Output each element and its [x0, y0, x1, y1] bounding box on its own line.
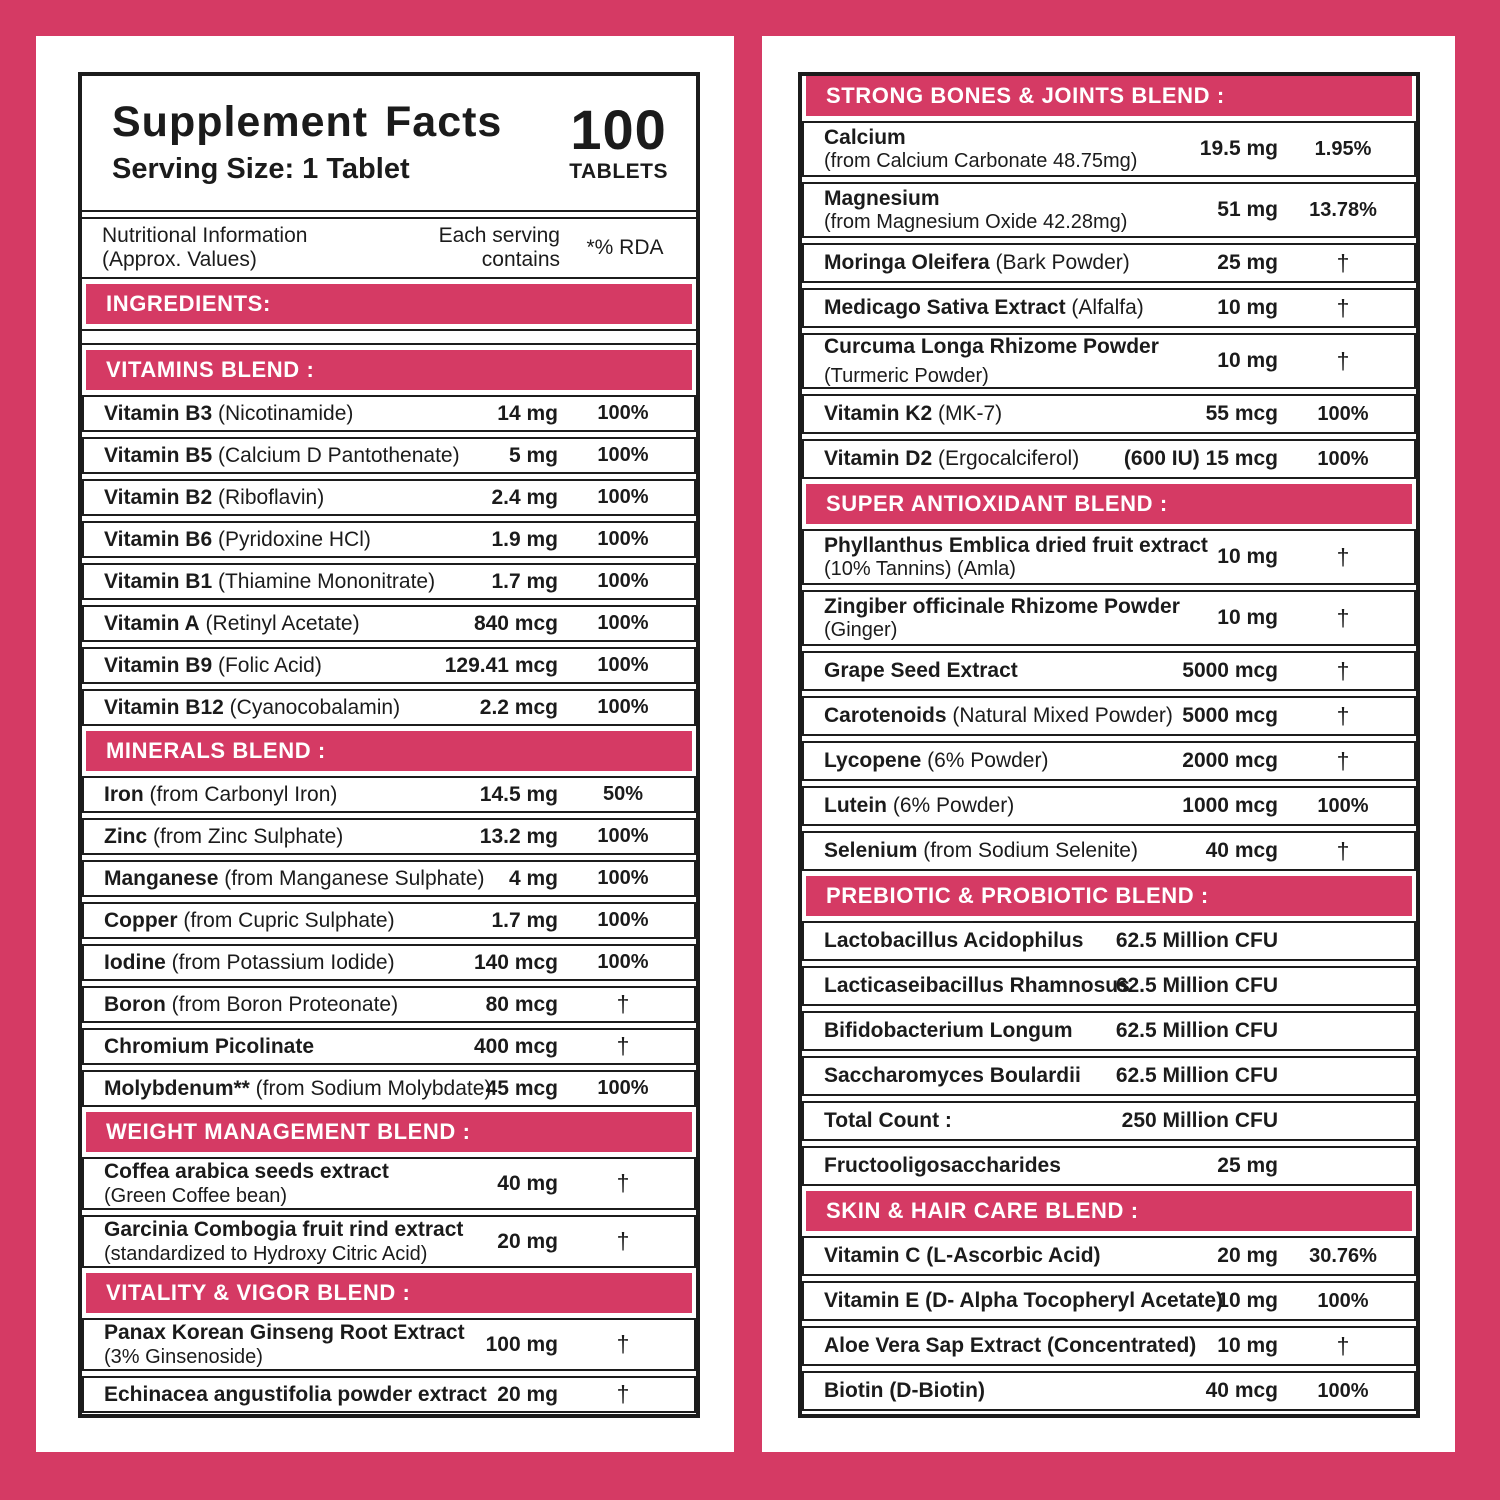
ingredient-row	[802, 288, 1416, 328]
ingredient-row	[82, 776, 696, 813]
section-header-bar	[86, 1273, 692, 1313]
ingredient-row	[82, 1070, 696, 1107]
ingredient-amount: 140 mcg	[473, 950, 558, 974]
ingredient-name: Vitamin B1 (Thiamine Mononitrate)	[104, 569, 436, 593]
ingredient-name: Lacticaseibacillus Rhamnosus	[824, 974, 1130, 998]
ingredient-amount: 20 mg	[497, 1382, 558, 1406]
serving-size: Serving Size: 1 Tablet	[112, 153, 410, 186]
supplement-facts-table	[78, 72, 700, 1418]
ingredient-row	[82, 902, 696, 939]
ingredient-row	[82, 437, 696, 474]
ingredient-name: Total Count :	[824, 1109, 952, 1133]
ingredient-name: Medicago Sativa Extract (Alfalfa)	[824, 296, 1144, 320]
ingredient-row	[82, 563, 696, 600]
ingredient-amount: 10 mg	[1217, 1289, 1278, 1312]
ingredient-row	[82, 1318, 696, 1371]
section-header-bar	[806, 76, 1412, 116]
section-header-bar	[806, 1191, 1412, 1231]
ingredient-row	[82, 860, 696, 897]
ingredient-row	[802, 1011, 1416, 1051]
ingredient-row	[82, 521, 696, 558]
ingredient-rda: 100%	[597, 909, 649, 931]
ingredient-row	[82, 1376, 696, 1413]
ingredient-amount: 1.7 mg	[491, 569, 558, 593]
ingredient-amount: (600 IU) 15 mcg	[1123, 447, 1278, 470]
ingredient-name: Biotin (D-Biotin)	[824, 1379, 985, 1403]
ingredient-name: Echinacea angustifolia powder extract	[104, 1382, 487, 1406]
section-header-label: STRONG BONES & JOINTS BLEND :	[826, 83, 1225, 108]
ingredient-amount: 1.9 mg	[491, 527, 558, 551]
title-box	[82, 76, 696, 212]
ingredient-amount: 1000 mcg	[1182, 794, 1278, 817]
ingredient-row	[82, 1157, 696, 1210]
ingredient-amount: 62.5 Million CFU	[1115, 929, 1278, 952]
ingredient-rda: †	[616, 1033, 630, 1059]
ingredient-name: Magnesium (from Magnesium Oxide 42.28mg)	[824, 186, 1128, 234]
ingredient-name: Iron (from Carbonyl Iron)	[104, 782, 338, 806]
tablet-count-box	[569, 98, 668, 184]
ingredient-row	[82, 986, 696, 1023]
column-header-rda: *% RDA	[586, 235, 664, 259]
ingredient-name: Curcuma Longa Rhizome Powder (Turmeric Powder)	[824, 335, 1159, 387]
ingredient-name: Copper (from Cupric Sulphate)	[104, 908, 395, 932]
ingredient-name: Vitamin B6 (Pyridoxine HCl)	[104, 527, 371, 551]
section-header-label: MINERALS BLEND :	[106, 738, 326, 763]
ingredient-rda: 50%	[602, 783, 644, 805]
ingredient-rda: †	[1336, 249, 1350, 276]
ingredient-name: Lactobacillus Acidophilus	[824, 929, 1084, 953]
ingredient-name: Manganese (from Manganese Sulphate)	[104, 866, 485, 890]
ingredient-row	[802, 529, 1416, 585]
ingredient-amount: 55 mcg	[1205, 402, 1278, 425]
ingredient-row	[82, 479, 696, 516]
ingredient-rda: 100%	[597, 867, 649, 889]
ingredient-row	[802, 741, 1416, 781]
ingredient-amount: 14 mg	[497, 401, 558, 425]
section-header-label: SKIN & HAIR CARE BLEND :	[826, 1198, 1139, 1223]
ingredient-rda: †	[1336, 702, 1350, 729]
ingredient-amount: 10 mg	[1217, 296, 1278, 319]
right-panel	[762, 36, 1455, 1452]
ingredient-name: Boron (from Boron Proteonate)	[104, 992, 399, 1016]
ingredient-amount: 2.2 mcg	[479, 695, 558, 719]
ingredient-name: Coffea arabica seeds extract (Green Coffee bean)	[104, 1160, 389, 1207]
ingredient-amount: 51 mg	[1217, 198, 1278, 221]
ingredient-amount: 45 mcg	[485, 1076, 558, 1100]
ingredient-name: Bifidobacterium Longum	[824, 1019, 1073, 1043]
section-header-label: PREBIOTIC & PROBIOTIC BLEND :	[826, 883, 1209, 908]
ingredient-rda: †	[1336, 347, 1350, 374]
section-header-bar	[806, 876, 1412, 916]
ingredient-row	[802, 1236, 1416, 1276]
ingredient-row	[802, 966, 1416, 1006]
ingredient-amount: 40 mcg	[1205, 839, 1278, 862]
ingredient-row	[802, 1146, 1416, 1186]
column-header-amount: Each serving contains	[438, 223, 560, 271]
ingredient-rda: 100%	[597, 486, 649, 508]
ingredient-rda: 100%	[1317, 1289, 1369, 1312]
ingredient-name: Vitamin C (L-Ascorbic Acid)	[824, 1244, 1101, 1268]
ingredient-row	[802, 786, 1416, 826]
section-header-bar	[806, 484, 1412, 524]
ingredient-amount: 5 mg	[508, 443, 558, 467]
ingredient-amount: 840 mcg	[473, 611, 558, 635]
ingredient-name: Zinc (from Zinc Sulphate)	[104, 824, 344, 848]
ingredient-rda: 100%	[1317, 402, 1369, 425]
ingredient-amount: 20 mg	[497, 1229, 558, 1253]
ingredient-name: Vitamin B9 (Folic Acid)	[104, 653, 322, 677]
ingredient-row	[82, 818, 696, 855]
ingredient-name: Grape Seed Extract	[824, 659, 1018, 683]
ingredient-row	[82, 1215, 696, 1268]
ingredient-name: Lycopene (6% Powder)	[824, 749, 1049, 773]
ingredient-rda: 100%	[597, 825, 649, 847]
ingredient-amount: 14.5 mg	[479, 782, 558, 806]
ingredient-amount: 2.4 mg	[491, 485, 558, 509]
ingredient-rda: 30.76%	[1309, 1244, 1377, 1267]
section-header-label: VITAMINS BLEND :	[106, 357, 315, 382]
ingredient-name: Chromium Picolinate	[104, 1034, 315, 1058]
ingredient-row	[802, 651, 1416, 691]
ingredient-rda: †	[1336, 837, 1350, 864]
ingredient-name: Vitamin B2 (Riboflavin)	[104, 485, 325, 509]
ingredient-row	[802, 590, 1416, 646]
ingredient-name: Aloe Vera Sap Extract (Concentrated)	[824, 1334, 1197, 1358]
ingredient-rda: †	[1336, 604, 1350, 631]
ingredient-amount: 62.5 Million CFU	[1115, 974, 1278, 997]
ingredient-rda: †	[1336, 657, 1350, 684]
ingredient-row	[802, 696, 1416, 736]
ingredient-rda: †	[1336, 1332, 1350, 1359]
ingredient-rda: 100%	[1317, 1379, 1369, 1402]
ingredient-name: Panax Korean Ginseng Root Extract (3% Ginsenoside)	[104, 1321, 465, 1368]
ingredient-amount: 400 mcg	[473, 1034, 558, 1058]
ingredient-name: Iodine (from Potassium Iodide)	[104, 950, 395, 974]
ingredient-amount: 2000 mcg	[1182, 749, 1278, 772]
ingredient-amount: 40 mcg	[1205, 1379, 1278, 1402]
ingredient-row	[802, 1326, 1416, 1366]
ingredient-rda: †	[1336, 747, 1350, 774]
empty-band	[82, 329, 696, 345]
ingredient-row	[802, 121, 1416, 177]
title-group	[112, 100, 502, 186]
ingredient-row	[802, 1056, 1416, 1096]
ingredient-row	[802, 1371, 1416, 1411]
ingredient-row	[802, 439, 1416, 479]
ingredient-amount: 5000 mcg	[1182, 704, 1278, 727]
ingredient-amount: 5000 mcg	[1182, 659, 1278, 682]
ingredient-rda: 1.95%	[1314, 137, 1372, 160]
ingredient-name: Moringa Oleifera (Bark Powder)	[824, 251, 1130, 275]
ingredient-name: Vitamin B12 (Cyanocobalamin)	[104, 695, 401, 719]
section-header-label: VITALITY & VIGOR BLEND :	[106, 1280, 411, 1305]
ingredient-row	[82, 395, 696, 432]
ingredient-name: Selenium (from Sodium Selenite)	[824, 839, 1138, 863]
ingredient-row	[82, 605, 696, 642]
ingredient-rda: 100%	[597, 402, 649, 424]
blends-table	[798, 72, 1420, 1418]
ingredient-rda: 100%	[597, 612, 649, 634]
ingredient-name: Vitamin D2 (Ergocalciferol)	[824, 447, 1080, 471]
column-header-name: Nutritional Information (Approx. Values)	[102, 223, 308, 271]
ingredient-name: Fructooligosaccharides	[824, 1154, 1061, 1178]
ingredient-name: Phyllanthus Emblica dried fruit extract (10% Tannins) (Amla)	[824, 533, 1208, 581]
ingredient-name: Molybdenum** (from Sodium Molybdate)	[104, 1076, 492, 1100]
ingredient-name: Vitamin B5 (Calcium D Pantothenate)	[104, 443, 460, 467]
ingredient-amount: 10 mg	[1217, 1334, 1278, 1357]
ingredient-name: Vitamin B3 (Nicotinamide)	[104, 401, 354, 425]
ingredient-row	[802, 921, 1416, 961]
ingredient-row	[802, 333, 1416, 389]
ingredient-amount: 13.2 mg	[479, 824, 558, 848]
ingredient-name: Zingiber officinale Rhizome Powder (Ginger)	[824, 594, 1180, 642]
tablet-count-unit: TABLETS	[569, 160, 668, 183]
ingredient-rda: 100%	[597, 654, 649, 676]
ingredient-name: Carotenoids (Natural Mixed Powder)	[824, 704, 1173, 728]
ingredient-row	[82, 944, 696, 981]
ingredient-amount: 129.41 mcg	[444, 653, 558, 677]
ingredient-name: Vitamin K2 (MK-7)	[824, 402, 1003, 426]
ingredient-rda: †	[616, 991, 630, 1017]
left-panel	[36, 36, 734, 1452]
ingredient-row	[802, 182, 1416, 238]
ingredient-row	[802, 394, 1416, 434]
ingredient-name: Vitamin A (Retinyl Acetate)	[104, 611, 360, 635]
ingredient-name: Garcinia Combogia fruit rind extract (standardized to Hydroxy Citric Acid)	[104, 1218, 464, 1265]
ingredient-rda: 100%	[597, 951, 649, 973]
ingredient-row	[802, 1101, 1416, 1141]
column-header-row	[82, 217, 696, 279]
ingredient-amount: 25 mg	[1217, 1154, 1278, 1177]
ingredient-amount: 80 mcg	[485, 992, 558, 1016]
section-header-label: WEIGHT MANAGEMENT BLEND :	[106, 1119, 471, 1144]
ingredient-name: Saccharomyces Boulardii	[824, 1064, 1081, 1088]
ingredient-row	[82, 1028, 696, 1065]
ingredient-amount: 40 mg	[497, 1171, 558, 1195]
ingredient-rda: 100%	[597, 570, 649, 592]
ingredient-name: Lutein (6% Powder)	[824, 794, 1015, 818]
ingredient-rda: 100%	[597, 1077, 649, 1099]
ingredient-row	[802, 243, 1416, 283]
tablet-count: 100	[570, 98, 667, 161]
ingredient-rda: †	[1336, 543, 1350, 570]
ingredient-amount: 10 mg	[1217, 545, 1278, 568]
ingredient-name: Vitamin E (D- Alpha Tocopheryl Acetate)	[824, 1289, 1224, 1313]
section-header-bar	[86, 1112, 692, 1152]
ingredient-amount: 10 mg	[1217, 349, 1278, 372]
page-title: Supplement Facts	[112, 98, 503, 146]
ingredient-rda: †	[616, 1170, 630, 1196]
ingredient-rda: 100%	[597, 528, 649, 550]
ingredient-rda: 100%	[1317, 794, 1369, 817]
section-header-bar	[86, 731, 692, 771]
ingredient-row	[802, 1281, 1416, 1321]
ingredient-rda: †	[616, 1331, 630, 1357]
ingredient-rda: †	[1336, 294, 1350, 321]
ingredient-amount: 10 mg	[1217, 606, 1278, 629]
ingredient-row	[82, 647, 696, 684]
ingredient-rda: †	[616, 1381, 630, 1407]
ingredient-rda: 13.78%	[1309, 198, 1377, 221]
ingredient-amount: 4 mg	[508, 866, 558, 890]
ingredient-amount: 250 Million CFU	[1121, 1109, 1278, 1132]
section-header-label: SUPER ANTIOXIDANT BLEND :	[826, 491, 1168, 516]
ingredient-amount: 62.5 Million CFU	[1115, 1019, 1278, 1042]
ingredient-amount: 1.7 mg	[491, 908, 558, 932]
ingredient-rda: 100%	[1317, 447, 1369, 470]
section-header-bar	[86, 284, 692, 324]
ingredient-amount: 20 mg	[1217, 1244, 1278, 1267]
ingredient-amount: 19.5 mg	[1199, 137, 1278, 160]
ingredient-amount: 62.5 Million CFU	[1115, 1064, 1278, 1087]
ingredient-row	[802, 831, 1416, 871]
section-header-bar	[86, 350, 692, 390]
ingredient-rda: 100%	[597, 696, 649, 718]
ingredient-amount: 100 mg	[485, 1332, 558, 1356]
ingredient-name: Calcium (from Calcium Carbonate 48.75mg)	[824, 125, 1138, 173]
ingredient-rda: 100%	[597, 444, 649, 466]
ingredient-row	[82, 689, 696, 726]
section-header-label: INGREDIENTS:	[106, 291, 271, 316]
ingredient-rda: †	[616, 1228, 630, 1254]
ingredient-amount: 25 mg	[1217, 251, 1278, 274]
